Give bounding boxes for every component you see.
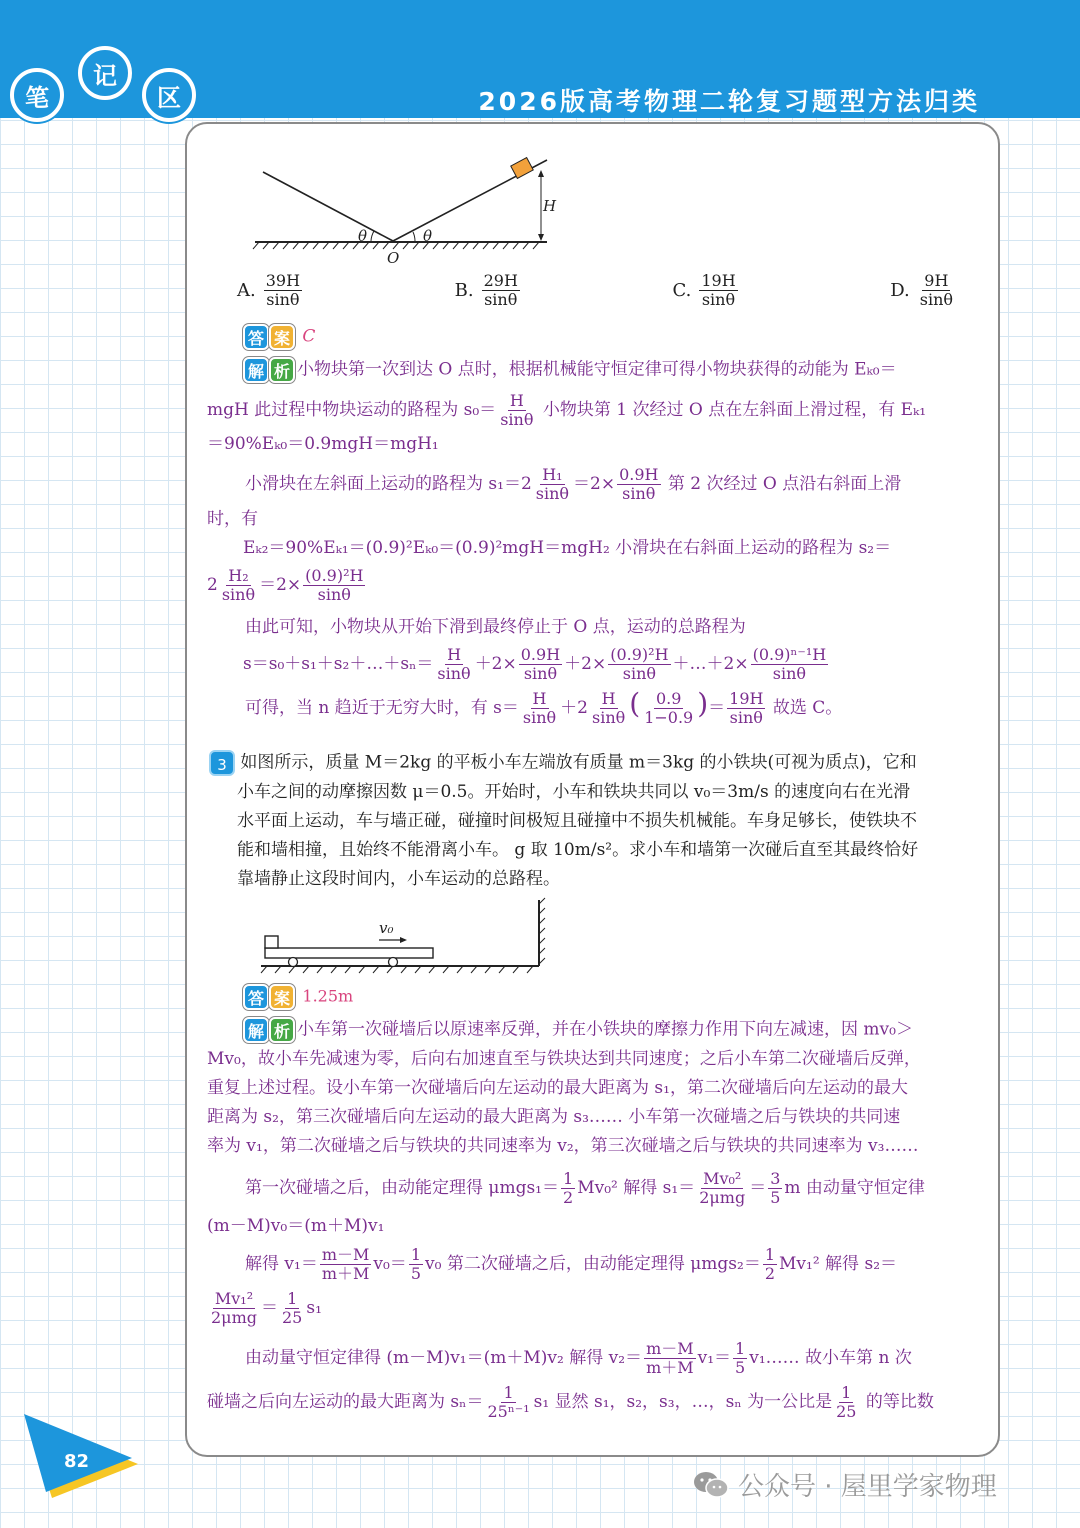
option-c[interactable]: C. $\frac{19H}{\sin\theta}$ bbox=[672, 271, 736, 309]
fig1-theta-right: θ bbox=[423, 227, 433, 245]
solution-2-line-3: 重复上述过程。设小车第一次碰墙后向左运动的最大距离为 s₁，第二次碰墙后向左运动的最大 bbox=[207, 1078, 908, 1098]
option-a[interactable]: A. $\frac{39H}{\sin\theta}$ bbox=[237, 271, 301, 309]
solution-2-line-11: 碰墙之后向左运动的最大距离为 sₙ＝ $\frac{1}{\text{25ⁿ⁻¹}}$ s₁ 显然 s₁，s₂，s₃，…，sₙ 为一公比是 $\frac{1}{25}$ 的等比数 bbox=[207, 1383, 934, 1421]
cart-wall-figure bbox=[253, 894, 553, 974]
watermark-text: 公众号 · 屋里学家物理 bbox=[738, 1472, 997, 1502]
book-title: 2026版高考物理二轮复习题型方法归类 bbox=[478, 87, 980, 116]
answer-1: 答 案 C bbox=[243, 324, 315, 350]
solution-1-line-3: ＝90%Eₖ₀＝0.9mgH＝mgH₁ bbox=[207, 434, 439, 454]
incline-figure bbox=[247, 152, 567, 267]
solution-1-line-9: s＝s₀＋s₁＋s₂＋…＋sₙ＝ $\frac{H}{\sin\theta}$ ＋2× $\frac{0.9H}{\sin\theta}$ ＋2× $\frac{\text{(0.9)²H}}{\sin\theta}$ ＋…＋2× $\frac{\text{(0.9)ⁿ⁻¹H}}{\sin\theta}$ bbox=[243, 645, 827, 683]
badge-ji: 记 bbox=[78, 46, 132, 100]
solution-1-line-6: Eₖ₂＝90%Eₖ₁＝(0.9)²Eₖ₀＝(0.9)²mgH＝mgH₂ 小滑块在右斜面上运动的路程为 s₂＝ bbox=[243, 538, 892, 558]
question-number: 3 bbox=[209, 750, 235, 776]
solution-2-line-4: 距离为 s₂，第三次碰墙后向左运动的最大距离为 s₃…… 小车第一次碰墙之后与铁块的共同速 bbox=[207, 1107, 901, 1127]
watermark bbox=[692, 1466, 997, 1503]
fig1-point-o: O bbox=[387, 249, 400, 267]
solution-1-line-7: 2 $\frac{\text{H₂}}{\sin\theta}$ ＝2× $\frac{\text{(0.9)²H}}{\sin\theta}$ bbox=[207, 566, 364, 604]
solution-1-line-8: 由此可知，小物块从开始下滑到最终停止于 O 点，运动的总路程为 bbox=[245, 617, 746, 637]
solution-2-line-2: Mv₀，故小车先减速为零，后向右加速直至与铁块达到共同速度；之后小车第二次碰墙后反弹， bbox=[207, 1049, 921, 1069]
solution-1-line-1: 解 析 小物块第一次到达 O 点时，根据机械能守恒定律可得小物块获得的动能为 Eₖ₀＝ bbox=[243, 357, 897, 383]
fig1-theta-left: θ bbox=[358, 227, 368, 245]
solution-2-line-9: $\frac{\text{Mv₁²}}{\text{2μmg}}$ ＝ $\frac{1}{25}$ s₁ bbox=[211, 1289, 322, 1327]
badge-bi: 笔 bbox=[10, 68, 64, 122]
question-3-line-2: 小车之间的动摩擦因数 μ＝0.5。开始时，小车和铁块共同以 v₀＝3m/s 的速度向右在光滑 bbox=[237, 782, 911, 802]
option-d[interactable]: D. $\frac{9H}{\sin\theta}$ bbox=[890, 271, 953, 309]
option-b[interactable]: B. $\frac{29H}{\sin\theta}$ bbox=[454, 271, 518, 309]
question-3-line-3: 水平面上运动，车与墙正碰，碰撞时间极短且碰撞中不损失机械能。车身足够长，使铁块不 bbox=[237, 811, 917, 831]
question-3-line-5: 靠墙静止这段时间内，小车运动的总路程。 bbox=[237, 869, 560, 889]
solution-2-line-5: 率为 v₁，第二次碰墙之后与铁块的共同速率为 v₂，第三次碰墙之后与铁块的共同速率为 v₃…… bbox=[207, 1136, 919, 1156]
answer-2: 答 案 1.25m bbox=[243, 984, 353, 1010]
solution-1-line-2: mgH 此过程中物块运动的路程为 s₀＝ $\frac{H}{\sin\theta}$ 小物块第 1 次经过 O 点在左斜面上滑过程，有 Eₖ₁ bbox=[207, 391, 927, 429]
fig2-velocity-label: v₀ bbox=[379, 919, 394, 937]
badge-qu: 区 bbox=[142, 68, 196, 122]
content-card bbox=[185, 122, 1000, 1457]
solution-1-line-10: 可得，当 n 趋近于无穷大时，有 s＝ $\frac{H}{\sin\theta}$ ＋2 $\frac{H}{\sin\theta}$ ( $\frac{0.9}{1-0.9}$ )＝ $\frac{19H}{\sin\theta}$ 故选 C。 bbox=[245, 687, 843, 727]
solution-1-line-5: 时，有 bbox=[207, 509, 258, 529]
solution-2-line-8: 解得 v₁＝ $\frac{m-M}{m+M}$ v₀＝ $\frac{1}{5}$ v₀ 第二次碰墙之后，由动能定理得 μmgs₂＝ $\frac{1}{2}$ Mv₁² 解得 s₂＝ bbox=[245, 1245, 898, 1283]
solution-2-line-1: 解 析 小车第一次碰墙后以原速率反弹，并在小铁块的摩擦力作用下向左减速，因 mv₀＞ bbox=[243, 1017, 913, 1043]
page-number: 82 bbox=[64, 1451, 90, 1472]
solution-1-line-4: 小滑块在左斜面上运动的路程为 s₁＝2 $\frac{\text{H₁}}{\sin\theta}$ ＝2× $\frac{0.9H}{\sin\theta}$ 第 2 次经过 O 点沿右斜面上滑 bbox=[245, 465, 902, 503]
solution-2-line-6: 第一次碰墙之后，由动能定理得 μmgs₁＝ $\frac{1}{2}$ Mv₀² 解得 s₁＝ $\frac{\text{Mv₀²}}{\text{2μmg}}$ ＝ $\frac{3}{5}$ m 由动量守恒定律 bbox=[245, 1169, 925, 1207]
answer-options bbox=[237, 272, 957, 309]
question-3-line-4: 能和墙相撞，且始终不能滑离小车。 g 取 10m/s²。求小车和墙第一次碰后直至其最终恰好 bbox=[237, 840, 919, 860]
wechat-icon bbox=[692, 1469, 730, 1501]
solution-2-line-7: (m－M)v₀＝(m＋M)v₁ bbox=[207, 1216, 385, 1236]
solution-2-line-10: 由动量守恒定律得 (m－M)v₁＝(m＋M)v₂ 解得 v₂＝ $\frac{m-M}{m+M}$ v₁＝ $\frac{1}{5}$ v₁…… 故小车第 n 次 bbox=[245, 1339, 912, 1377]
fig1-height-h: H bbox=[543, 197, 557, 215]
question-3-line-1: 3 如图所示，质量 M＝2kg 的平板小车左端放有质量 m＝3kg 的小铁块(可视为质点)，它和 bbox=[209, 750, 917, 776]
